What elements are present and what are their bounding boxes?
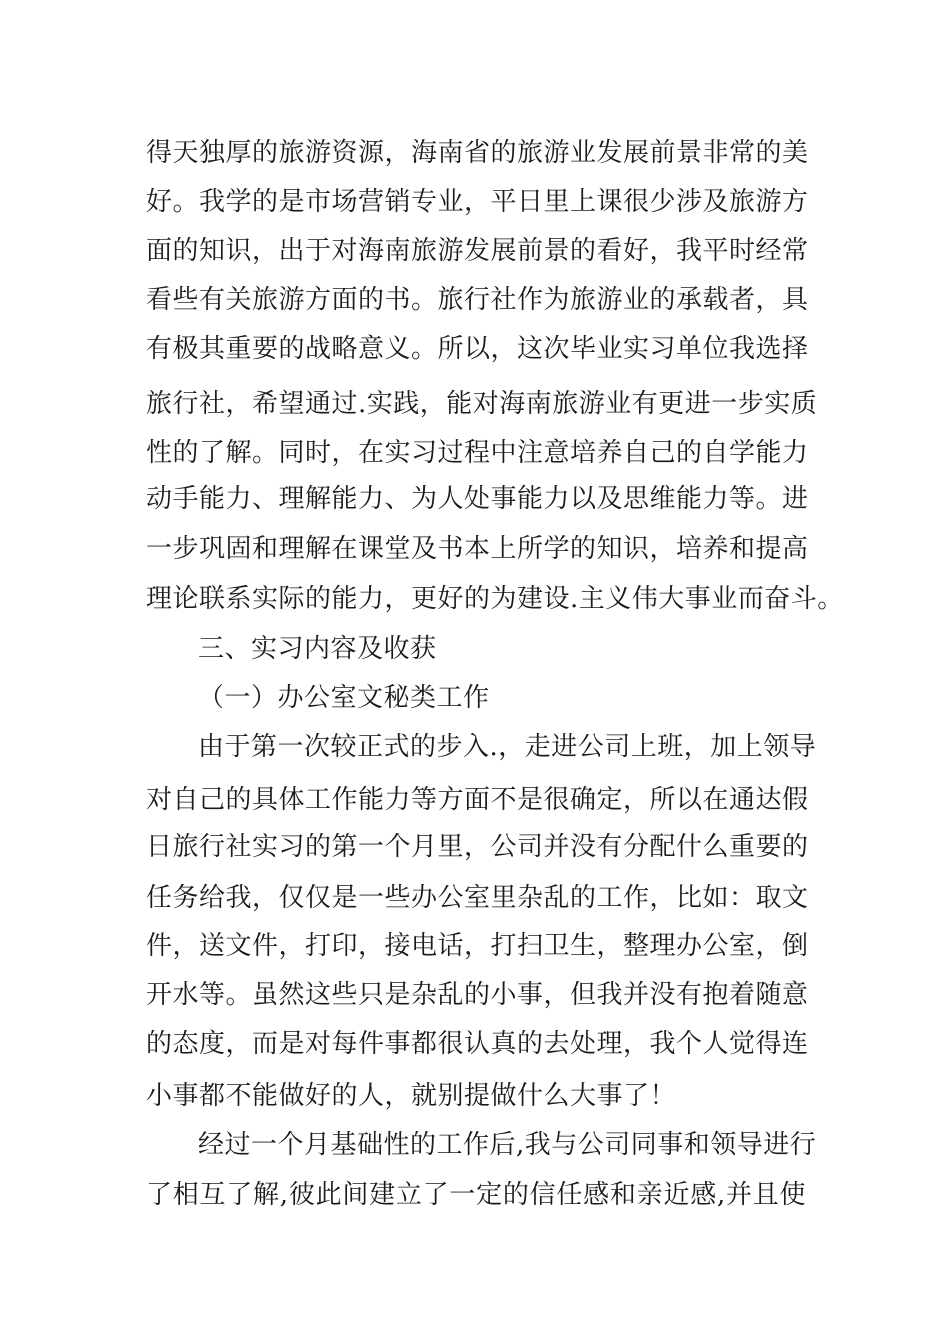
body-text-line: 有极其重要的战略意义。所以，这次毕业实习单位我选择 [146,334,809,364]
body-text-line: 面的知识，出于对海南旅游发展前景的看好，我平时经常 [146,236,809,266]
body-text-line: 小事都不能做好的人，就别提做什么大事了！ [146,1081,677,1111]
body-text-line: 件，送文件，打印，接电话，打扫卫生，整理办公室，倒 [146,931,809,961]
body-text-line: 开水等。虽然这些只是杂乱的小事，但我并没有抱着随意 [146,980,809,1010]
body-text-line: 任务给我，仅仅是一些办公室里杂乱的工作，比如：取文 [146,883,809,913]
body-text-line: 旅行社，希望通过.实践，能对海南旅游业有更进一步实质 [146,389,818,419]
body-text-line: 得天独厚的旅游资源，海南省的旅游业发展前景非常的美 [146,138,809,168]
body-text-line: 好。我学的是市场营销专业，平日里上课很少涉及旅游方 [146,187,809,217]
body-text-line: 性的了解。同时，在实习过程中注意培养自己的自学能力 [146,438,809,468]
body-text-line: 动手能力、理解能力、为人处事能力以及思维能力等。进 [146,484,809,514]
paragraph-first-line: 由于第一次较正式的步入.，走进公司上班，加上领导 [198,732,817,762]
subsection-heading: （一）办公室文秘类工作 [198,683,490,713]
paragraph-first-line: 经过一个月基础性的工作后,我与公司同事和领导进行 [198,1130,817,1160]
body-text-line: 看些有关旅游方面的书。旅行社作为旅游业的承载者，具 [146,285,809,315]
body-text-line: 的态度，而是对每件事都很认真的去处理，我个人觉得连 [146,1029,809,1059]
body-text-line: 对自己的具体工作能力等方面不是很确定，所以在通达假 [146,785,809,815]
body-text-line: 了相互了解,彼此间建立了一定的信任感和亲近感,并且使 [146,1180,806,1210]
section-heading: 三、实习内容及收获 [198,634,437,664]
body-text-line: 日旅行社实习的第一个月里，公司并没有分配什么重要的 [146,832,809,862]
body-text-line: 一步巩固和理解在课堂及书本上所学的知识，培养和提高 [146,534,809,564]
body-text-line: 理论联系实际的能力，更好的为建设.主义伟大事业而奋斗。 [146,584,844,614]
